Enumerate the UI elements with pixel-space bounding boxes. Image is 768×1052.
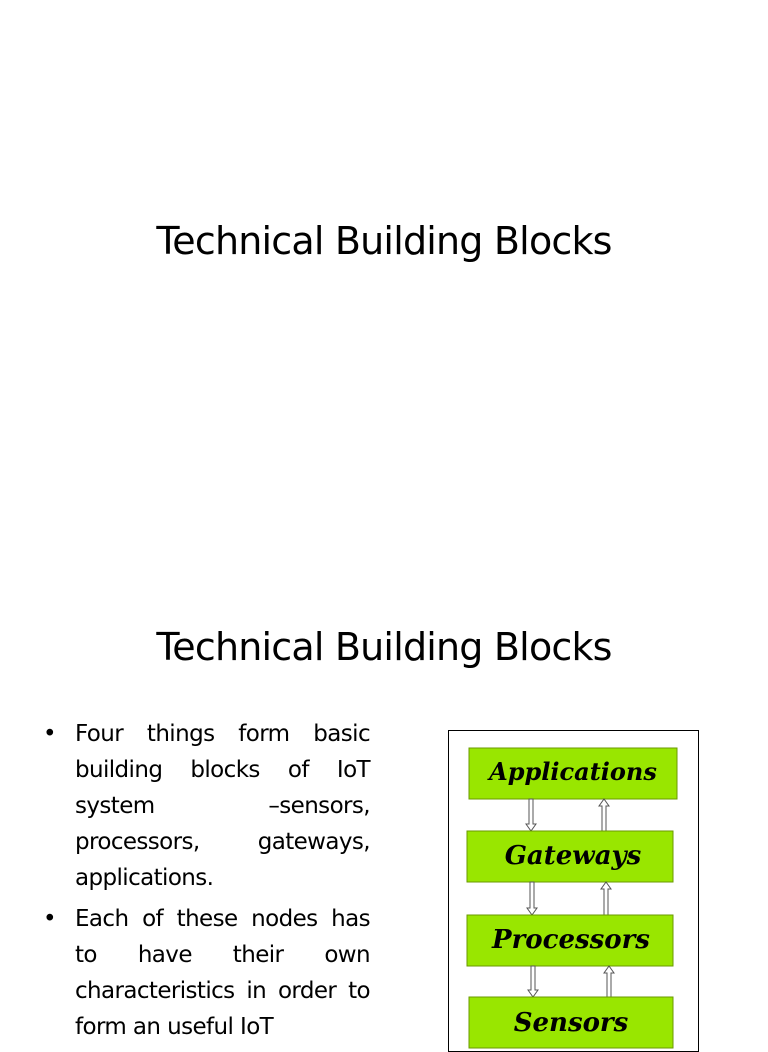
slide-2-title: Technical Building Blocks [156,625,612,669]
bullet-dot: • [43,721,56,747]
sensors-label: Sensors [513,1008,629,1038]
slide-1-title: Technical Building Blocks [156,219,612,263]
bullet-text: Four things form basic building blocks of IoT system –sensors, processors, gateways, applications. [75,721,370,891]
up-arrow-icon [604,966,614,997]
bullet-list [40,716,370,1050]
bullet-text: Each of these nodes has to have their own characteristics in order to form an useful IoT [75,906,370,1040]
bullet-item [40,716,370,896]
down-arrow-icon [526,799,536,831]
processors-label: Processors [492,925,650,955]
gateways-label: Gateways [504,841,642,871]
up-arrow-icon [601,882,611,915]
applications-label: Applications [489,757,657,786]
iot-layer-diagram [448,730,699,1052]
bullet-item [40,901,370,1045]
diagram-canvas [449,731,698,1051]
down-arrow-icon [527,882,537,915]
up-arrow-icon [599,799,609,831]
down-arrow-icon [528,966,538,997]
bullet-dot: • [43,906,56,932]
